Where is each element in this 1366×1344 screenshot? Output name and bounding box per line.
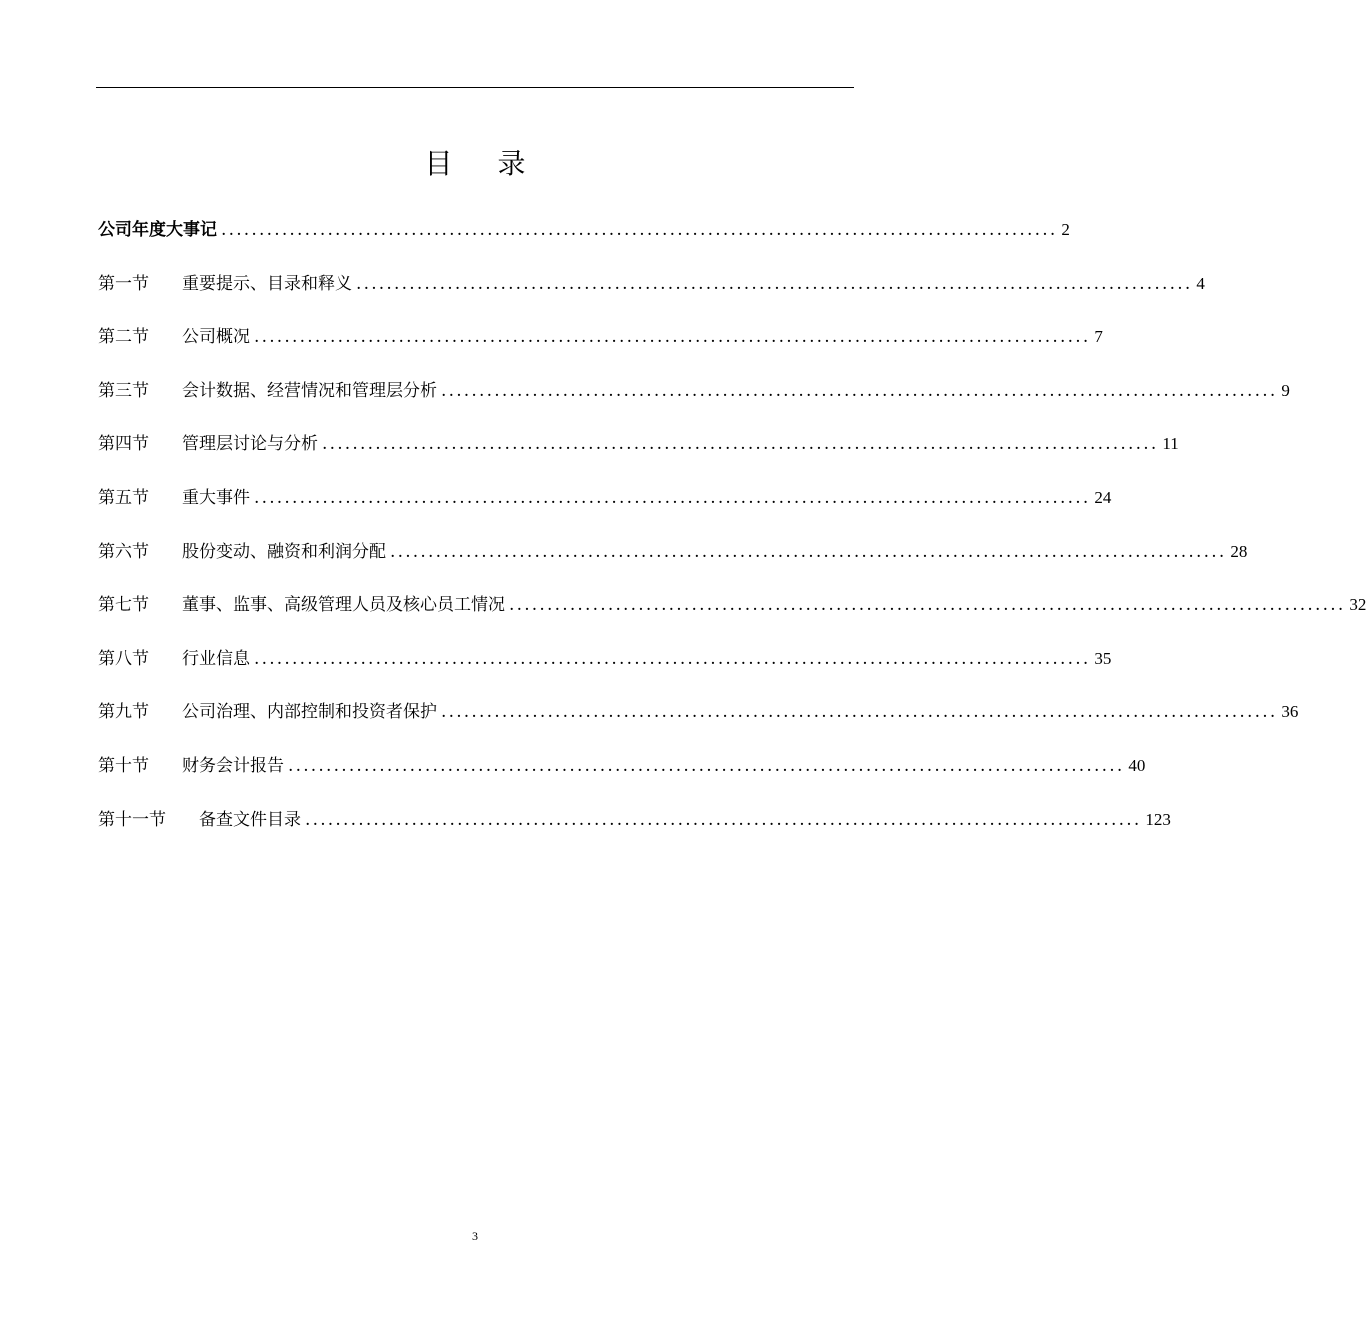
toc-entry-label: 重要提示、目录和释义 [182, 273, 352, 294]
toc-entry-label: 财务会计报告 [182, 755, 284, 776]
toc-entry-section-11[interactable] [98, 802, 1171, 856]
toc-entry-page: 24 [1094, 487, 1112, 507]
header-rule [96, 87, 854, 88]
toc-entry-section: 第四节 [98, 434, 149, 455]
toc-entry-page: 40 [1128, 755, 1146, 775]
toc-entry-section: 第七节 [98, 595, 149, 616]
toc-entry-section: 第九节 [98, 702, 149, 723]
toc-leader-dots: .............................................................................................................. [254, 487, 1091, 508]
toc-entry-label: 备查文件目录 [199, 809, 301, 830]
toc-entry-section: 第三节 [98, 380, 149, 401]
toc-entry-section: 第十一节 [98, 809, 166, 830]
toc-entry-page: 2 [1061, 220, 1070, 239]
toc-leader-dots: .............................................................................................................. [254, 648, 1091, 669]
toc-entry-section: 第二节 [98, 327, 149, 348]
toc-entry-label: 公司治理、内部控制和投资者保护 [182, 702, 437, 723]
toc-leader-dots: .............................................................................................................. [288, 755, 1125, 776]
toc-entry-section: 第六节 [98, 541, 149, 562]
toc-entry-label: 公司年度大事记 [98, 220, 217, 240]
footer-page-number: 3 [472, 1229, 478, 1243]
page-title: 目 录 [424, 147, 544, 180]
toc-leader-dots: .............................................................................................................. [509, 595, 1346, 616]
toc-leader-dots: .............................................................................................................. [322, 434, 1159, 455]
table-of-contents [98, 212, 1366, 855]
toc-entry-section: 第八节 [98, 648, 149, 669]
toc-leader-dots: .............................................................................................................. [356, 273, 1193, 294]
toc-entry-section-7[interactable] [98, 587, 1366, 641]
toc-entry-page: 7 [1094, 327, 1103, 347]
toc-entry-section-4[interactable] [98, 426, 1179, 480]
toc-entry-label: 公司概况 [182, 327, 250, 348]
toc-entry-label: 会计数据、经营情况和管理层分析 [182, 380, 437, 401]
toc-entry-section: 第一节 [98, 273, 149, 294]
toc-entry-section-3[interactable] [98, 373, 1290, 427]
toc-entry-section: 第十节 [98, 755, 149, 776]
toc-entry-section-9[interactable] [98, 694, 1299, 748]
toc-entry-section-10[interactable] [98, 748, 1146, 802]
toc-entry-label: 董事、监事、高级管理人员及核心员工情况 [182, 595, 505, 616]
toc-entry-annual-events[interactable] [98, 212, 1070, 266]
toc-leader-dots: .............................................................................................................. [305, 809, 1142, 830]
toc-entry-section-6[interactable] [98, 534, 1248, 588]
toc-entry-page: 11 [1162, 434, 1179, 454]
toc-entry-section-5[interactable] [98, 480, 1112, 534]
toc-entry-page: 36 [1281, 702, 1299, 722]
toc-entry-section-2[interactable] [98, 319, 1103, 373]
toc-leader-dots: .............................................................................................................. [390, 541, 1227, 562]
toc-entry-page: 9 [1281, 380, 1290, 400]
toc-entry-page: 28 [1230, 541, 1248, 561]
toc-entry-section-8[interactable] [98, 641, 1112, 695]
toc-leader-dots: .............................................................................................................. [254, 327, 1091, 348]
toc-entry-page: 123 [1145, 809, 1171, 829]
toc-entry-label: 股份变动、融资和利润分配 [182, 541, 386, 562]
toc-entry-page: 4 [1196, 273, 1205, 293]
toc-entry-label: 重大事件 [182, 487, 250, 508]
toc-entry-section-1[interactable] [98, 266, 1205, 320]
toc-entry-label: 行业信息 [182, 648, 250, 669]
toc-entry-page: 32 [1349, 595, 1366, 615]
toc-leader-dots: .............................................................................................................. [221, 220, 1058, 240]
toc-entry-page: 35 [1094, 648, 1112, 668]
toc-entry-label: 管理层讨论与分析 [182, 434, 318, 455]
toc-leader-dots: .............................................................................................................. [441, 380, 1278, 401]
toc-leader-dots: .............................................................................................................. [441, 702, 1278, 723]
toc-entry-section: 第五节 [98, 487, 149, 508]
